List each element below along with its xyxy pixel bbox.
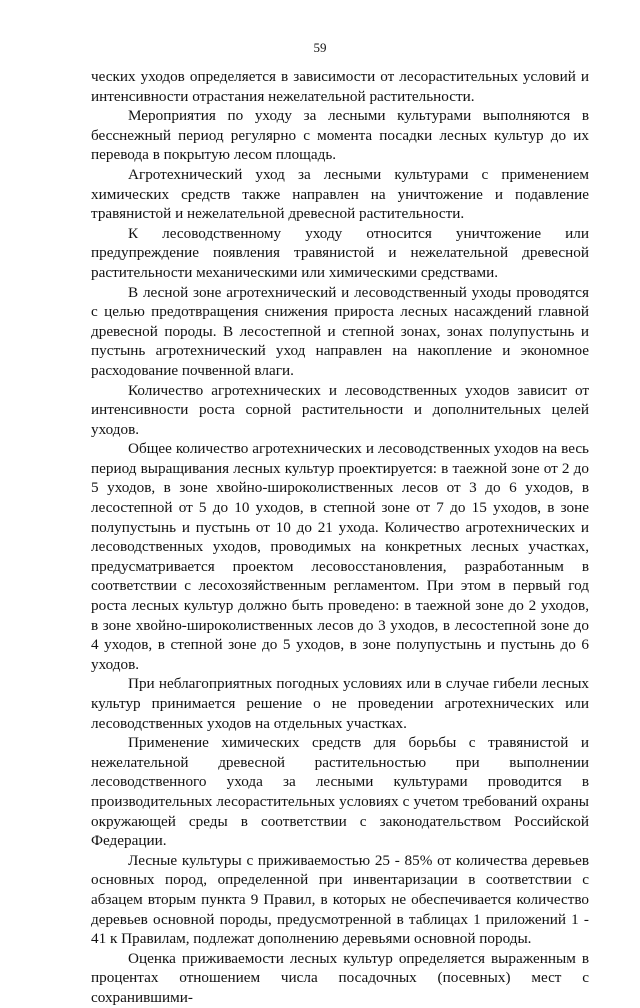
body-text xyxy=(91,67,589,1008)
paragraph: Лесные культуры с приживаемостью 25 - 85% от количества деревьев основных пород, определенной при инвентаризации в соответствии с абзацем вторым пункта 9 Правил, в которых не обеспечивается количество деревьев основной породы, предусмотренной в таблицах 1 приложений 1 - 41 к Правилам, подлежат дополнению деревьями основной породы. xyxy=(91,851,589,948)
paragraph: Общее количество агротехнических и лесоводственных уходов на весь период выращивания лесных культур проектируется: в таежной зоне от 2 до 5 уходов, в зоне хвойно-широколиственных лесов от 3 до 6 уходов, в лесостепной от 5 до 10 уходов, в степной зоне от 7 до 15 уходов, в зоне полупустынь и пустынь от 10 до 21 ухода. Количество агротехнических и лесоводственных уходов, проводимых на конкретных лесных участках, предусматривается проектом лесовосстановления, разработанным в соответствии с лесохозяйственным регламентом. При этом в первый год роста лесных культур должно быть проведено: в таежной зоне до 2 уходов, в зоне хвойно-широколиственных лесов до 3 уходов, в лесостепной зоне до 4 уходов, в степной зоне до 5 уходов, в зоне полупустынь и пустынь до 6 уходов. xyxy=(91,440,589,673)
paragraph: Оценка приживаемости лесных культур определяется выраженным в процентах отношением числа посадочных (посевных) мест с сохранившими- xyxy=(91,949,589,1006)
paragraph: Мероприятия по уходу за лесными культурами выполняются в бесснежный период регулярно с момента посадки лесных культур до их перевода в покрытую лесом площадь. xyxy=(91,107,589,164)
paragraph: Агротехнический уход за лесными культурами с применением химических средств также направлен на уничтожение и подавление травянистой и нежелательной древесной растительности. xyxy=(91,165,589,223)
paragraph: К лесоводственному уходу относится уничтожение или предупреждение появления травянистой и нежелательной древесной растительности механическими или химическими средствами. xyxy=(91,224,589,281)
paragraph: При неблагоприятных погодных условиях или в случае гибели лесных культур принимается решение о не проведении агротехнических или лесоводственных уходов на отдельных участках. xyxy=(91,675,589,732)
paragraph: ческих уходов определяется в зависимости от лесорастительных условий и интенсивности отрастания нежелательной растительности. xyxy=(91,68,589,105)
paragraph: Применение химических средств для борьбы с травянистой и нежелательной древесной растительностью при выполнении лесоводственного ухода за лесными культурами проводится в производительных лесорастительных условиях с учетом требований охраны окружающей среды в соответствии с законодательством Российской Федерации. xyxy=(91,734,589,850)
paragraph: Количество агротехнических и лесоводственных уходов зависит от интенсивности роста сорной растительности и дополнительных целей уходов. xyxy=(91,381,589,438)
paragraph: В лесной зоне агротехнический и лесоводственный уходы проводятся с целью предотвращения снижения прироста лесных насаждений главной древесной породы. В лесостепной и степной зонах, зонах полупустынь и пустынь агротехнический уход направлен на накопление и экономное расходование почвенной влаги. xyxy=(91,283,589,379)
page-number: 59 xyxy=(313,40,327,55)
